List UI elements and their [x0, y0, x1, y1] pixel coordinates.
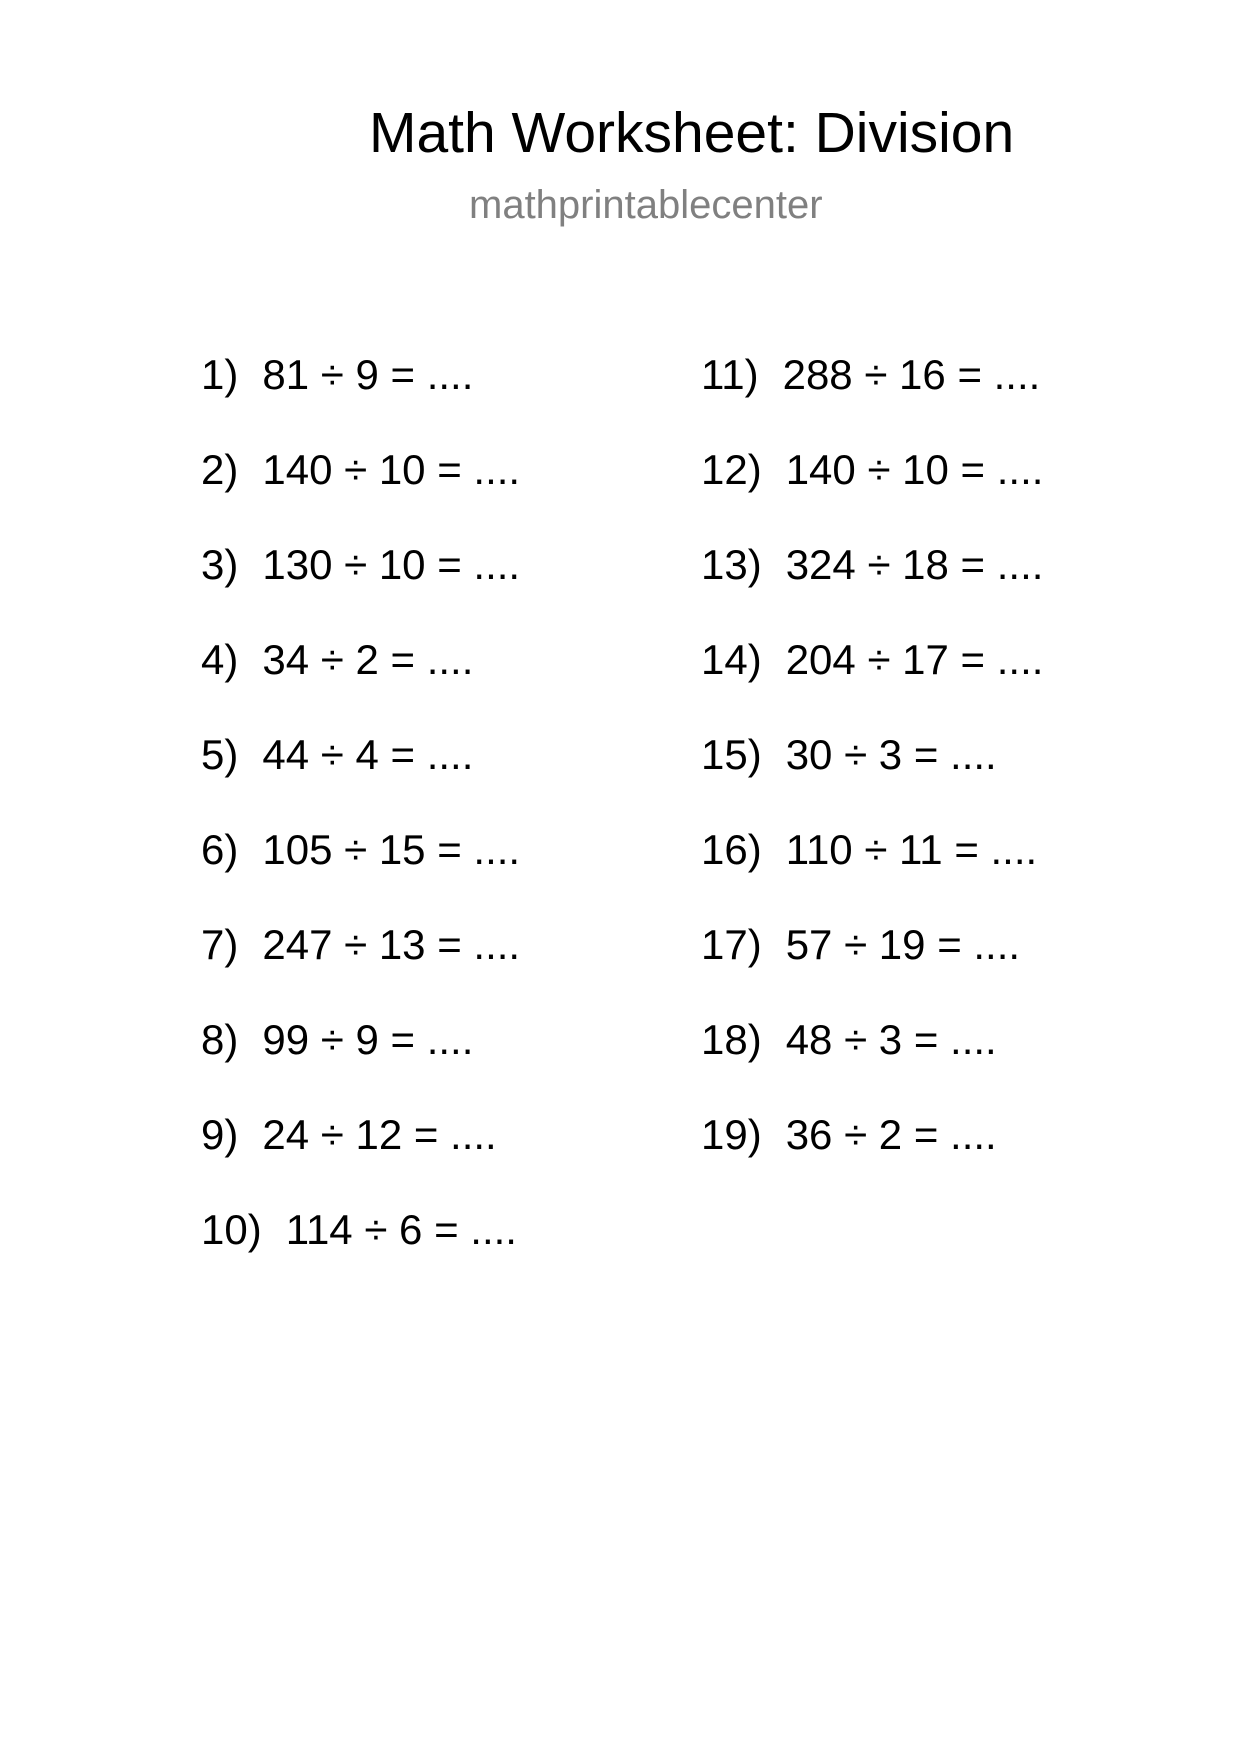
problem-number: 13): [701, 541, 762, 588]
problem-number: 11): [701, 351, 759, 398]
problem-item: [201, 824, 520, 919]
problem-number: 8): [201, 1016, 239, 1063]
problem-number: 6): [201, 826, 239, 873]
problem-item: [701, 919, 1043, 1014]
problem-number: 5): [201, 731, 239, 778]
problem-expression: 140 ÷ 10 = ....: [785, 446, 1044, 493]
problem-number: 10): [201, 1206, 262, 1253]
problem-item: [701, 349, 1043, 444]
problem-expression: 105 ÷ 15 = ....: [262, 826, 521, 873]
problem-expression: 110 ÷ 11 = ....: [785, 826, 1038, 873]
problem-expression: 247 ÷ 13 = ....: [262, 921, 521, 968]
problem-item: [201, 729, 520, 824]
problem-number: 19): [701, 1111, 762, 1158]
problem-item: [201, 1204, 520, 1299]
problem-item: [701, 1014, 1043, 1109]
problem-item: [701, 729, 1043, 824]
problem-expression: 130 ÷ 10 = ....: [262, 541, 521, 588]
problem-number: 2): [201, 446, 239, 493]
problem-number: 9): [201, 1111, 239, 1158]
problem-number: 4): [201, 636, 239, 683]
problem-item: [701, 824, 1043, 919]
problem-item: [701, 444, 1043, 539]
problem-number: 1): [201, 351, 239, 398]
problem-item: [201, 919, 520, 1014]
problem-expression: 57 ÷ 19 = ....: [785, 921, 1021, 968]
problem-expression: 288 ÷ 16 = ....: [782, 351, 1041, 398]
problem-expression: 24 ÷ 12 = ....: [262, 1111, 497, 1158]
problem-expression: 81 ÷ 9 = ....: [262, 351, 474, 398]
problem-item: [201, 1109, 520, 1204]
problem-number: 7): [201, 921, 239, 968]
problem-expression: 44 ÷ 4 = ....: [262, 731, 474, 778]
problem-expression: 48 ÷ 3 = ....: [785, 1016, 997, 1063]
problem-item: [201, 634, 520, 729]
problem-number: 18): [701, 1016, 762, 1063]
problem-item: [201, 444, 520, 539]
problem-number: 12): [701, 446, 762, 493]
problem-number: 16): [701, 826, 762, 873]
problem-expression: 324 ÷ 18 = ....: [785, 541, 1044, 588]
problem-expression: 30 ÷ 3 = ....: [785, 731, 997, 778]
problem-expression: 99 ÷ 9 = ....: [262, 1016, 474, 1063]
problem-number: 3): [201, 541, 239, 588]
problem-item: [201, 539, 520, 634]
worksheet-subtitle: mathprintablecenter: [469, 183, 823, 227]
problem-item: [201, 1014, 520, 1109]
problem-expression: 34 ÷ 2 = ....: [262, 636, 474, 683]
problem-number: 17): [701, 921, 762, 968]
problem-expression: 114 ÷ 6 = ....: [285, 1206, 517, 1253]
problem-expression: 204 ÷ 17 = ....: [785, 636, 1044, 683]
problem-expression: 140 ÷ 10 = ....: [262, 446, 521, 493]
problem-item: [701, 634, 1043, 729]
problem-item: [701, 1109, 1043, 1204]
problems-right-column: [701, 349, 1043, 1204]
worksheet-title: Math Worksheet: Division: [369, 101, 1015, 165]
problems-left-column: [201, 349, 520, 1299]
problem-item: [701, 539, 1043, 634]
problem-number: 15): [701, 731, 762, 778]
problem-expression: 36 ÷ 2 = ....: [785, 1111, 997, 1158]
problem-number: 14): [701, 636, 762, 683]
problem-item: [201, 349, 520, 444]
